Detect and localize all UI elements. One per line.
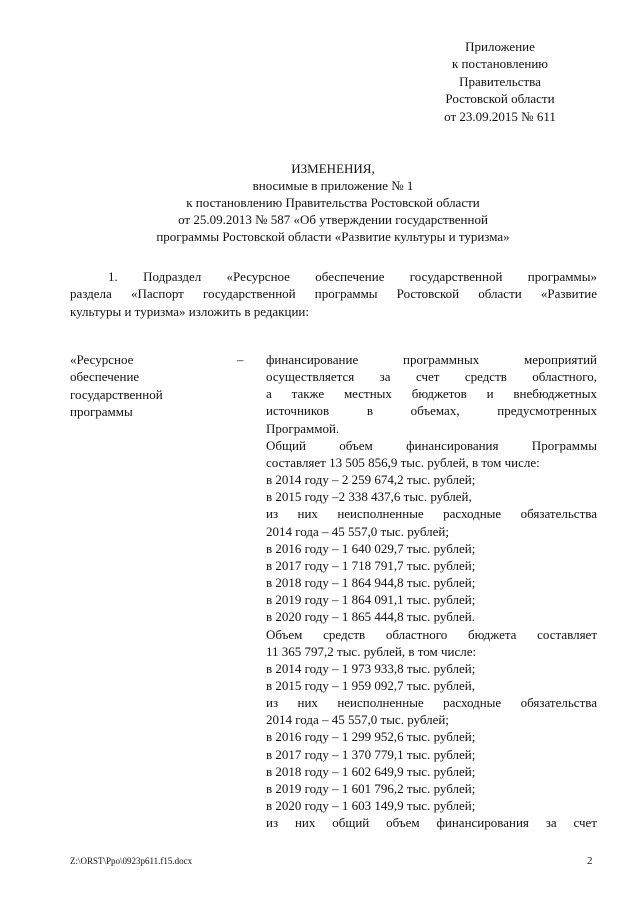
title-line: от 25.09.2013 № 587 «Об утверждении государственной [178, 212, 488, 227]
content-line: Объем средств областного бюджета составляет [266, 626, 597, 642]
content-line: в 2020 году – 1 603 149,9 тыс. рублей; [266, 798, 476, 814]
appendix-line: к постановлению [451, 56, 549, 72]
appendix-line: Ростовской области [445, 91, 555, 107]
title-line: к постановлению Правительства Ростовской области [186, 195, 480, 210]
content-line: в 2017 году – 1 370 779,1 тыс. рублей; [266, 746, 476, 762]
separator-dash: – [237, 352, 244, 367]
section-content [266, 351, 597, 831]
content-line: а также местных бюджетов и внебюджетных [266, 386, 597, 402]
content-line: в 2018 году – 1 602 649,9 тыс. рублей; [266, 763, 476, 779]
title-line: программы Ростовской области «Развитие культуры и туризма» [156, 229, 510, 244]
content-line: в 2015 году –2 338 437,6 тыс. рублей, [266, 489, 472, 505]
title-heading: ИЗМЕНЕНИЯ, [291, 161, 375, 176]
content-line: 11 365 797,2 тыс. рублей, в том числе: [266, 643, 477, 659]
content-line: в 2016 году – 1 299 952,6 тыс. рублей; [266, 729, 476, 745]
section-label-line: обеспечение [70, 369, 140, 385]
section-label-line: «Ресурсное [70, 352, 134, 367]
content-line: 2014 года – 45 557,0 тыс. рублей; [266, 523, 449, 539]
content-line: составляет 13 505 856,9 тыс. рублей, в том числе: [266, 454, 540, 470]
content-line: в 2017 году – 1 718 791,7 тыс. рублей; [266, 557, 476, 573]
intro-paragraph [70, 268, 597, 320]
intro-line: 1. Подраздел «Ресурсное обеспечение государственной программы» [108, 269, 597, 284]
content-line: финансирование программных мероприятий [266, 352, 597, 367]
content-line: 2014 года – 45 557,0 тыс. рублей; [266, 712, 449, 728]
intro-line: культуры и туризма» изложить в редакции: [70, 303, 309, 319]
content-line: в 2019 году – 1 864 091,1 тыс. рублей; [266, 592, 476, 608]
content-line: осуществляется за счет средств областного, [266, 369, 597, 385]
content-line: Общий объем финансирования Программы [266, 437, 597, 453]
content-line: из них общий объем финансирования за счет [266, 815, 597, 831]
content-line: из них неисполненные расходные обязательства [266, 506, 597, 522]
title-line: вносимые в приложение № 1 [252, 178, 414, 193]
content-line: источников в объемах, предусмотренных [266, 403, 597, 419]
page-number: 2 [587, 855, 593, 867]
content-line: в 2019 году – 1 601 796,2 тыс. рублей; [266, 780, 476, 796]
content-line: Программой. [266, 420, 340, 436]
content-line: в 2014 году – 2 259 674,2 тыс. рублей; [266, 472, 476, 488]
section-label-line: программы [70, 404, 133, 420]
content-line: в 2020 году – 1 865 444,8 тыс. рублей. [266, 609, 475, 625]
content-line: в 2014 году – 1 973 933,8 тыс. рублей; [266, 660, 476, 676]
appendix-line: Приложение [465, 39, 535, 54]
section-label-line: государственной [70, 386, 163, 402]
intro-line: раздела «Паспорт государственной программы Ростовской области «Развитие [70, 286, 597, 302]
appendix-header [420, 38, 580, 125]
content-line: в 2016 году – 1 640 029,7 тыс. рублей; [266, 540, 476, 556]
appendix-line: от 23.09.2015 № 611 [444, 108, 556, 124]
appendix-line: Правительства [459, 73, 541, 89]
document-title [100, 160, 566, 245]
footer-file-path: Z:\ORST\Ppo\0923p611.f15.docx [70, 856, 193, 866]
content-line: из них неисполненные расходные обязательства [266, 695, 597, 711]
content-line: в 2015 году – 1 959 092,7 тыс. рублей, [266, 677, 475, 693]
content-line: в 2018 году – 1 864 944,8 тыс. рублей; [266, 575, 476, 591]
section-label [70, 351, 230, 421]
